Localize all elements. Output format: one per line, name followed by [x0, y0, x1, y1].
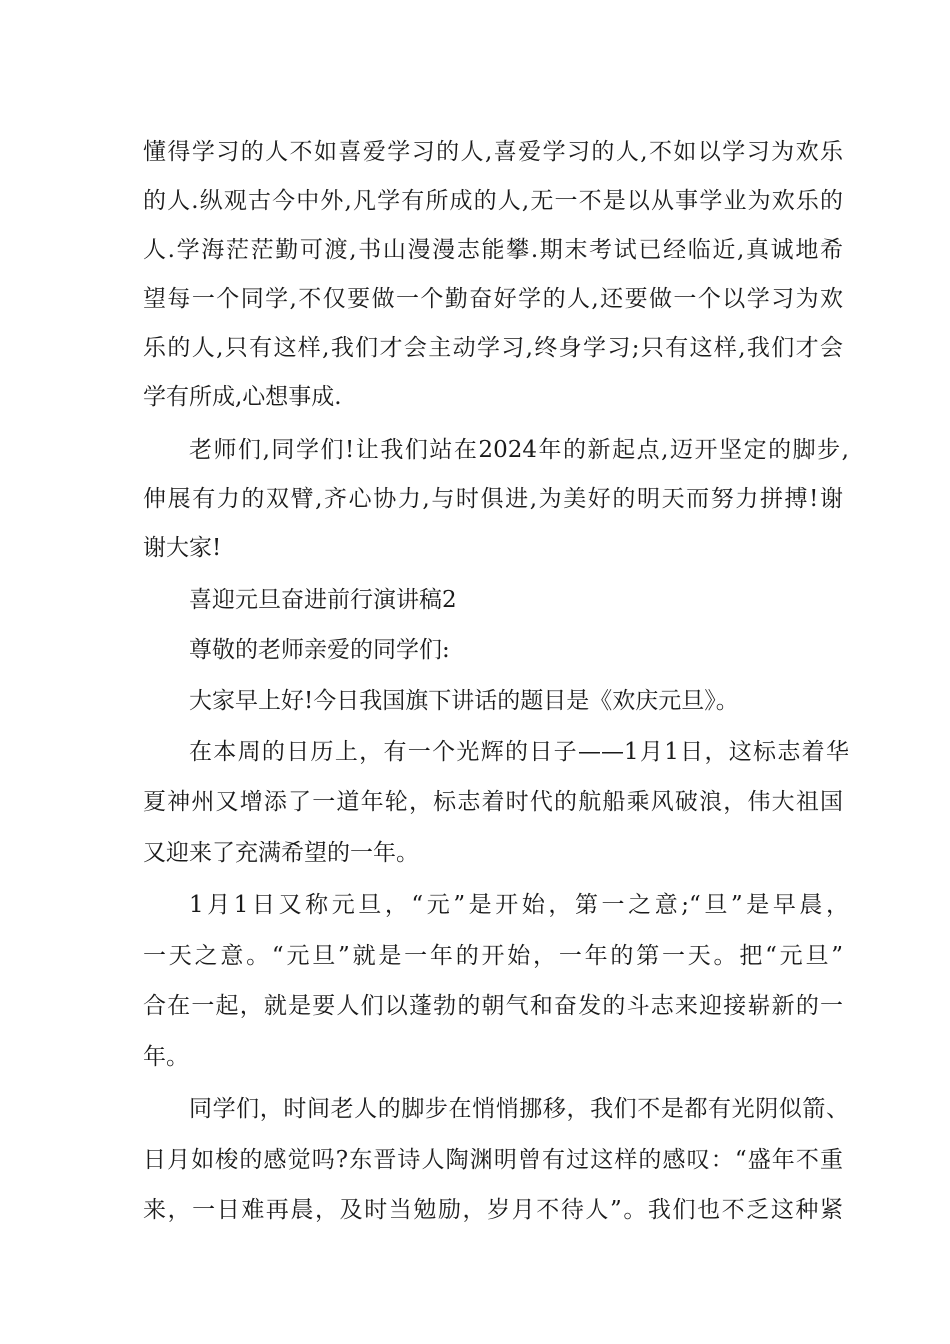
paragraph-line: 合在一起，就是要人们以蓬勃的朝气和奋发的斗志来迎接崭新的一 [143, 993, 843, 1019]
paragraph-line: 学有所成,心想事成. [143, 384, 342, 410]
paragraph-line: 同学们，时间老人的脚步在悄悄挪移，我们不是都有光阴似箭、 [189, 1096, 849, 1122]
paragraph-line: 望每一个同学,不仅要做一个勤奋好学的人,还要做一个以学习为欢 [143, 286, 843, 312]
paragraph-line: 乐的人,只有这样,我们才会主动学习,终身学习;只有这样,我们才会 [143, 335, 843, 361]
paragraph-line: 伸展有力的双臂,齐心协力,与时俱进,为美好的明天而努力拼搏!谢 [143, 486, 843, 512]
paragraph-line: 的人.纵观古今中外,凡学有所成的人,无一不是以从事学业为欢乐的 [143, 188, 843, 214]
section-heading: 喜迎元旦奋进前行演讲稿2 [189, 587, 457, 613]
paragraph-line: 日月如梭的感觉吗?东晋诗人陶渊明曾有过这样的感叹：“盛年不重 [143, 1147, 843, 1173]
salutation: 尊敬的老师亲爱的同学们: [189, 637, 450, 663]
paragraph-line: 懂得学习的人不如喜爱学习的人,喜爱学习的人,不如以学习为欢乐 [143, 139, 843, 165]
paragraph-line: 在本周的日历上，有一个光辉的日子——1月1日，这标志着华 [189, 739, 849, 765]
paragraph-line: 夏神州又增添了一道年轮，标志着时代的航船乘风破浪，伟大祖国 [143, 789, 843, 815]
paragraph-line: 来，一日难再晨，及时当勉励，岁月不待人”。我们也不乏这种紧 [143, 1197, 843, 1223]
paragraph-line: 年。 [143, 1044, 189, 1070]
paragraph-line: 1月1日又称元旦，“元”是开始，第一之意;“旦”是早晨， [189, 892, 849, 918]
paragraph-line: 又迎来了充满希望的一年。 [143, 840, 419, 866]
paragraph-line: 一天之意。“元旦”就是一年的开始，一年的第一天。把“元旦” [143, 943, 843, 969]
paragraph-line: 谢大家! [143, 535, 222, 561]
paragraph-line: 老师们,同学们!让我们站在2024年的新起点,迈开坚定的脚步, [189, 437, 849, 463]
paragraph-line: 大家早上好!今日我国旗下讲话的题目是《欢庆元旦》。 [189, 688, 739, 714]
paragraph-line: 人.学海茫茫勤可渡,书山漫漫志能攀.期末考试已经临近,真诚地希 [143, 237, 843, 263]
